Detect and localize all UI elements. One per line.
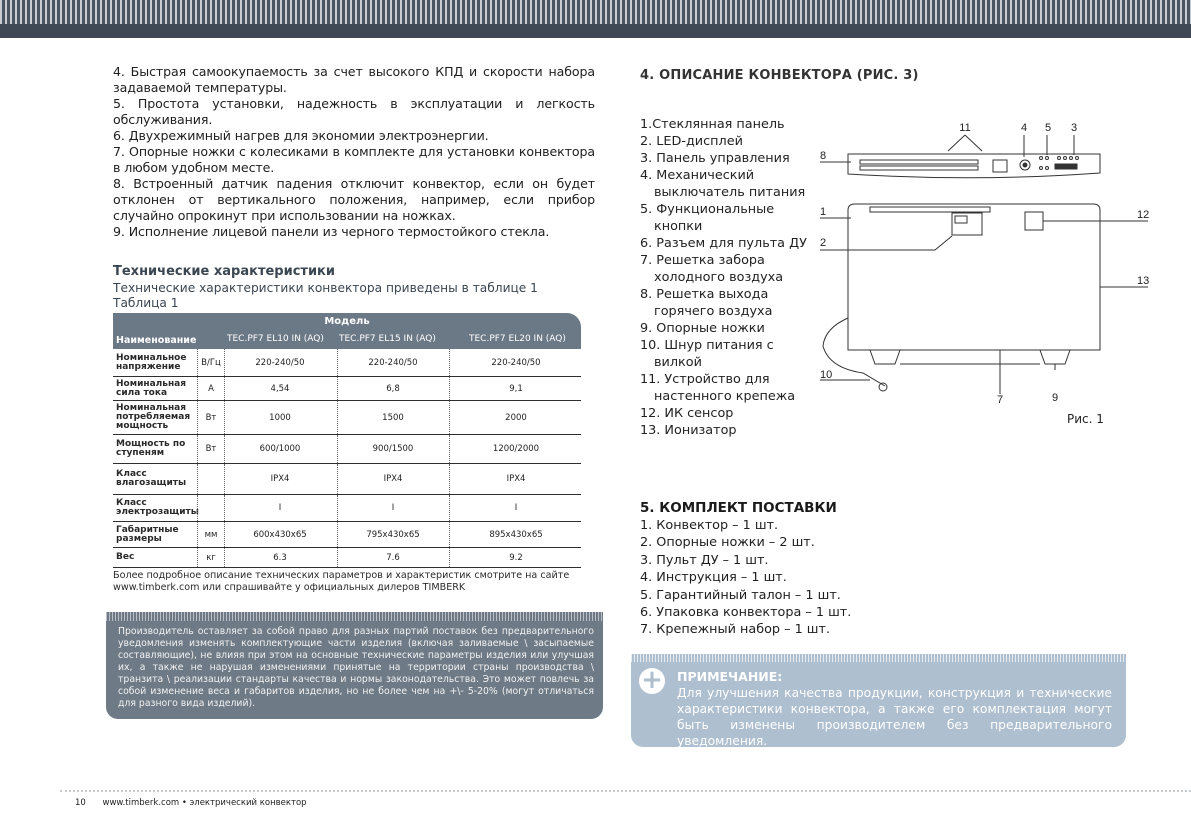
row-value: I <box>337 495 448 521</box>
note-title: ПРИМЕЧАНИЕ: <box>677 669 783 684</box>
row-value: 7.6 <box>337 548 448 567</box>
feature-item: 4. Быстрая самоокупаемость за счет высокого КПД и скорости набора задаваемой температуры. <box>113 64 595 95</box>
function-buttons-icon <box>1040 157 1079 170</box>
ir-sensor <box>1025 212 1043 230</box>
row-name: Вес <box>116 552 135 562</box>
led-display-screen <box>955 216 967 223</box>
callout-label: 7 <box>996 394 1004 406</box>
part-item: 1.Стеклянная панель <box>640 117 785 132</box>
callout-label: 9 <box>1051 392 1059 404</box>
power-cord <box>823 318 885 386</box>
features-list <box>113 64 595 240</box>
row-value: 220-240/50 <box>337 349 448 376</box>
figure-caption: Рис. 1 <box>1067 412 1104 426</box>
callout-label: 8 <box>820 150 827 162</box>
page-number: 10 <box>75 798 86 808</box>
part-item: 13. Ионизатор <box>640 423 737 438</box>
row-value: 600/1000 <box>259 444 301 454</box>
table-row <box>113 495 581 522</box>
row-value: 9.2 <box>449 548 582 567</box>
tech-specs-intro: Технические характеристики конвектора приведены в таблице 1 <box>113 281 538 295</box>
part-item: 6. Разъем для пульта ДУ <box>640 236 807 251</box>
kit-item: 7. Крепежный набор – 1 шт. <box>640 622 831 638</box>
part-item: 12. ИК сенсор <box>640 406 734 421</box>
feature-item: 5. Простота установки, надежность в эксплуатации и легкость обслуживания. <box>113 96 595 127</box>
callout-label: 13 <box>1137 275 1150 287</box>
callout-label: 10 <box>820 369 833 381</box>
note-box <box>631 654 1126 747</box>
row-name: Класс влагозащиты <box>116 469 187 488</box>
disclaimer-text: Производитель оставляет за собой право для разных партий поставок без предварительного уведомления изменять комплектующие части изделия (включая заливаемые \ засыпаемые составляющие), не влияя при этом на основные технические параметры изделия или улучшая их, а также не нарушая изменениями принятые на территории страны производства \ транзита \ реализации стандарты качества и нормы законодательства. Это может повлечь за собой изменение веса и габаритов изделия, но не более чем на +\- 5-20% (могут отличаться для разного вида изделий). <box>118 626 594 709</box>
table-row <box>113 464 581 495</box>
kit-item: 4. Инструкция – 1 шт. <box>640 570 787 586</box>
kit-item: 5. Гарантийный талон – 1 шт. <box>640 587 841 603</box>
row-unit: мм <box>197 522 225 547</box>
footer-text: www.timberk.com • электрический конвектор <box>102 798 307 808</box>
row-value: IPX4 <box>337 464 448 494</box>
table-row <box>113 401 581 435</box>
table-label: Таблица 1 <box>113 296 179 310</box>
row-value: 6.3 <box>273 552 287 563</box>
callout-label: 11 <box>959 122 971 134</box>
plug-icon <box>879 383 887 391</box>
power-switch-icon <box>1023 163 1027 167</box>
page-footer <box>75 798 307 808</box>
kit-item: 1. Конвектор – 1 шт. <box>640 518 779 533</box>
footer-divider <box>60 790 1191 792</box>
support-foot <box>870 350 900 364</box>
air-outlet-grille <box>860 166 978 170</box>
part-item: 9. Опорные ножки <box>640 321 765 336</box>
air-outlet-grille <box>860 160 978 164</box>
row-unit: кг <box>197 548 225 567</box>
model-column-header: TEC.PF7 EL15 IN (AQ) <box>339 334 436 344</box>
row-name: Номинальное напряжение <box>116 352 187 372</box>
row-unit: А <box>197 377 225 400</box>
convector-front-view <box>848 204 1100 350</box>
feature-item: 8. Встроенный датчик падения отключит конвектор, если он будет отклонен от вертикального положения, например, если прибор случайно опрокинут при использовании на ножках. <box>113 176 595 223</box>
kit-item: 3. Пульт ДУ – 1 шт. <box>640 552 769 568</box>
section-5-title: 5. КОМПЛЕКТ ПОСТАВКИ <box>640 500 837 516</box>
row-value: 895x430x65 <box>449 522 582 547</box>
air-outlet-grille <box>870 207 990 212</box>
disclaimer-box <box>106 612 603 719</box>
convector-diagram <box>815 118 1155 408</box>
part-item: 5. Функциональные кнопки <box>640 202 775 234</box>
model-column-header: TEC.PF7 EL10 IN (AQ) <box>227 334 324 344</box>
part-item: 10. Шнур питания с вилкой <box>640 338 774 370</box>
callout-line <box>820 236 952 250</box>
model-header: Модель <box>324 316 370 327</box>
part-item: 11. Устройство для настенного крепежа <box>640 372 796 404</box>
part-item: 8. Решетка выхода горячего воздуха <box>640 287 773 319</box>
callout-label: 4 <box>1020 122 1028 134</box>
kit-list <box>640 517 851 639</box>
parts-list <box>640 116 820 439</box>
row-unit <box>197 464 225 494</box>
part-item: 4. Механический выключатель питания <box>640 168 806 200</box>
model-column-header: TEC.PF7 EL20 IN (AQ) <box>469 334 566 344</box>
row-name: Класс электрозащиты <box>116 498 199 517</box>
part-item: 3. Панель управления <box>640 151 790 166</box>
support-foot <box>1040 350 1070 364</box>
feature-item: 9. Исполнение лицевой панели из черного термостойкого стекла. <box>113 224 550 239</box>
callout-label: 1 <box>820 206 827 218</box>
feature-item: 7. Опорные ножки с колесиками в комплекте для установки конвектора в любом удобном месте. <box>113 144 595 175</box>
callout-line <box>948 135 982 151</box>
row-name: Габаритные размеры <box>116 524 179 544</box>
row-value: 1500 <box>337 401 448 434</box>
row-value: 4,54 <box>270 383 290 394</box>
row-value: 900/1500 <box>337 435 448 463</box>
callout-label: 12 <box>1137 209 1150 221</box>
row-value: I <box>278 503 282 513</box>
table-row <box>113 435 581 464</box>
row-value: 600x430x65 <box>253 529 307 540</box>
row-value: I <box>449 495 582 521</box>
plus-icon: + <box>639 668 665 694</box>
callout-label: 2 <box>820 237 827 249</box>
tech-specs-title: Технические характеристики <box>113 264 335 279</box>
spec-table <box>113 313 581 568</box>
callout-label: 5 <box>1044 122 1052 134</box>
part-item: 2. LED-дисплей <box>640 134 743 149</box>
header-decor-bar <box>0 0 1191 38</box>
table-row <box>113 522 581 548</box>
row-value: 220-240/50 <box>255 357 305 368</box>
row-unit: Вт <box>197 435 225 463</box>
feature-item: 6. Двухрежимный нагрев для экономии электроэнергии. <box>113 128 489 143</box>
row-unit <box>197 495 225 521</box>
row-value: IPX4 <box>270 474 290 484</box>
row-unit: В/Гц <box>197 349 225 376</box>
kit-item: 2. Опорные ножки – 2 шт. <box>640 535 815 551</box>
callout-label: 3 <box>1070 122 1078 134</box>
row-value: 220-240/50 <box>449 349 582 376</box>
table-row <box>113 377 581 401</box>
row-value: IPX4 <box>449 464 582 494</box>
section-4-title: 4. ОПИСАНИЕ КОНВЕКТОРА (РИС. 3) <box>640 68 919 83</box>
row-name: Номинальная потребляемая мощность <box>116 403 191 431</box>
part-item: 7. Решетка забора холодного воздуха <box>640 253 784 285</box>
tech-specs-subtitle <box>113 281 538 311</box>
air-outlet-grille <box>993 160 1007 172</box>
row-name: Номинальная сила тока <box>116 378 187 398</box>
row-value: 795x430x65 <box>337 522 448 547</box>
row-unit: Вт <box>197 401 225 434</box>
kit-item: 6. Упаковка конвектора – 1 шт. <box>640 605 852 621</box>
row-name: Мощность по ступеням <box>116 439 186 458</box>
row-value: 2000 <box>449 401 582 434</box>
row-value: 1000 <box>269 412 291 423</box>
more-info-text: Более подробное описание технических параметров и характеристик смотрите на сайте www.timberk.com или спрашивайте у официальных дилеров TIMBERK <box>113 570 570 593</box>
spec-table-header <box>113 313 581 349</box>
table-row <box>113 548 581 568</box>
name-column-header: Наименование <box>116 335 197 346</box>
table-row <box>113 349 581 377</box>
row-value: 6,8 <box>337 377 448 400</box>
note-text: Для улучшения качества продукции, конструкция и технические характеристики конвектора, а также его комплектация могут быть изменены производителем без предварительного уведомления. <box>677 686 1112 748</box>
row-value: 9,1 <box>449 377 582 400</box>
row-value: 1200/2000 <box>449 435 582 463</box>
